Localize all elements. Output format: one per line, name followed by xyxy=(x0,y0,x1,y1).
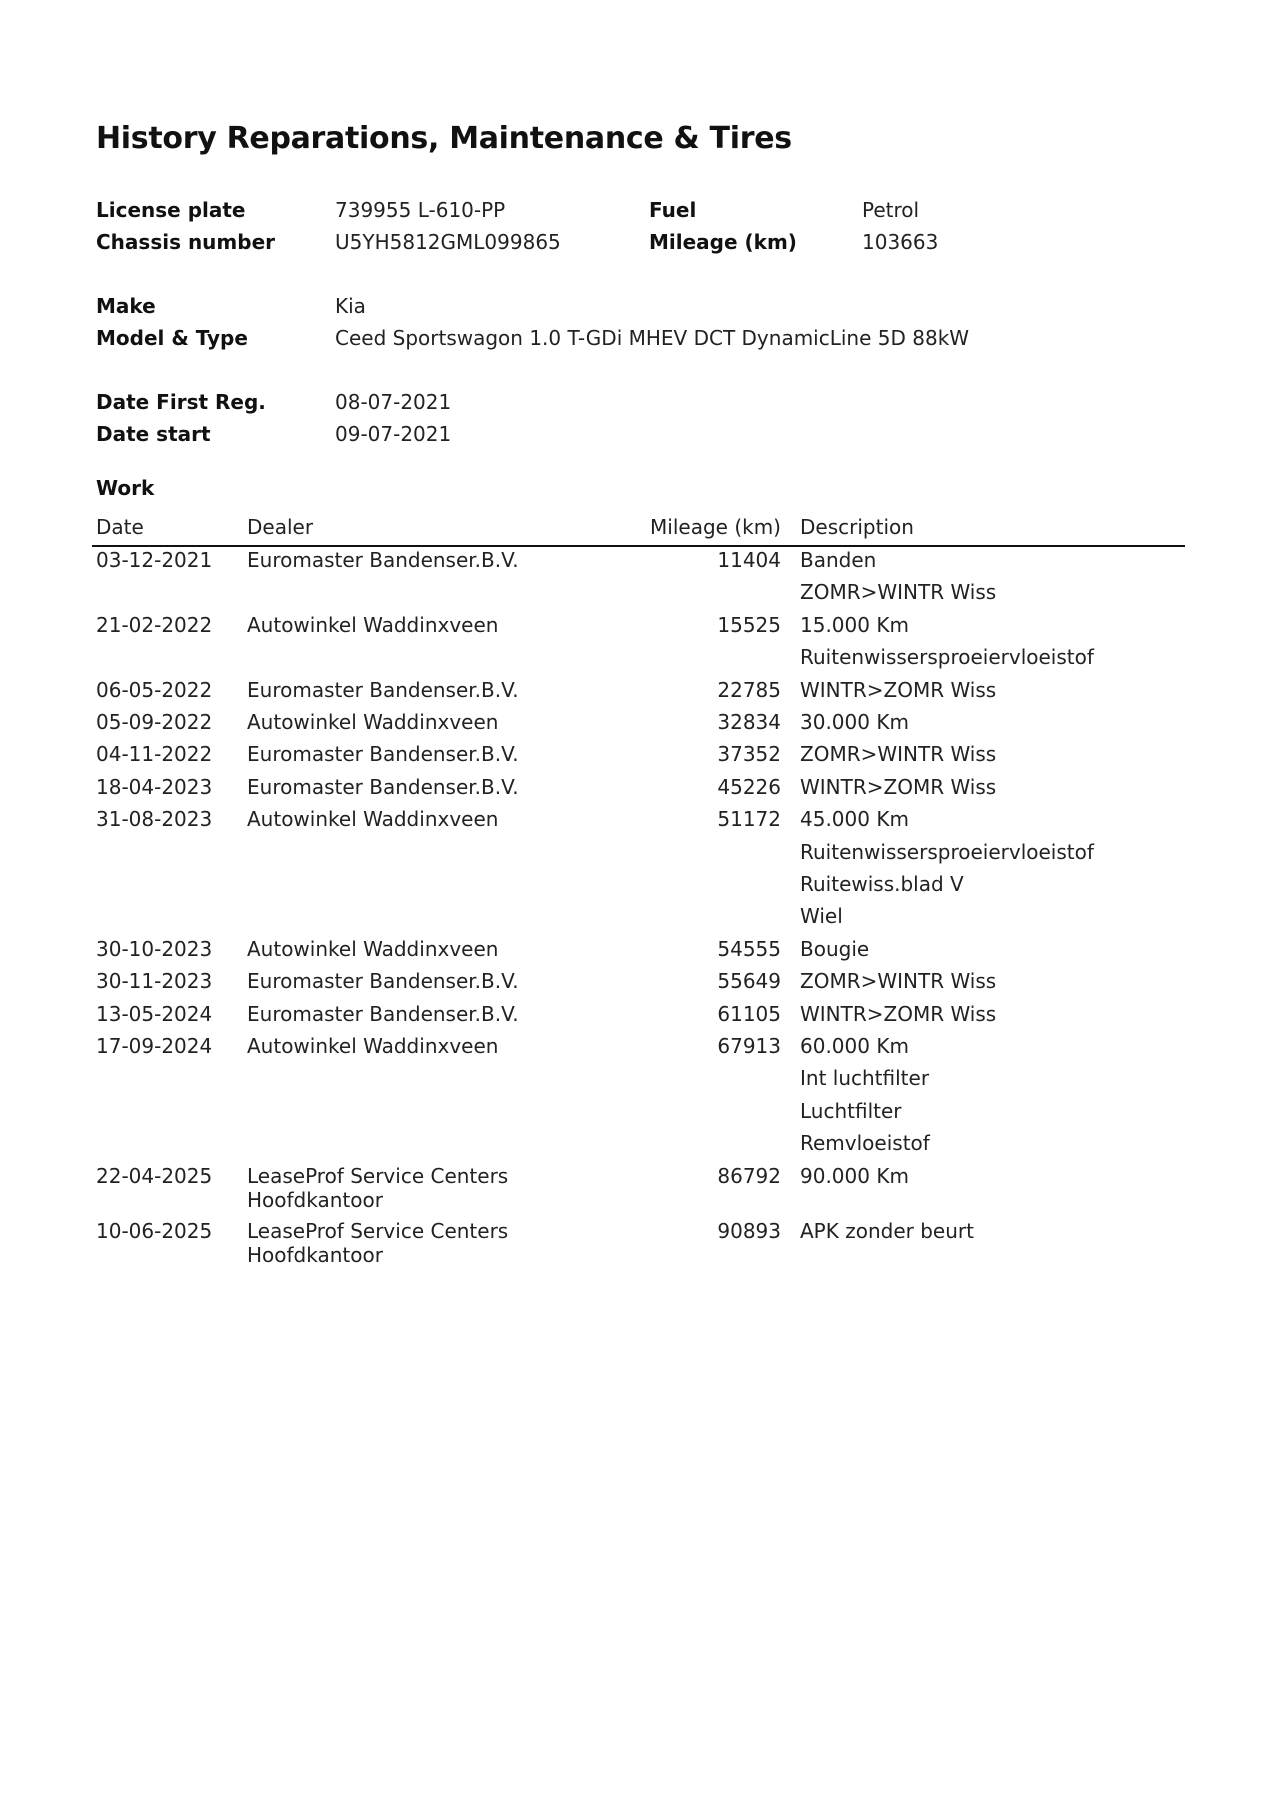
row-descriptions xyxy=(800,1034,930,1164)
row-descriptions xyxy=(800,613,1094,678)
row-dealer: Euromaster Bandenser.B.V. xyxy=(247,774,519,799)
row-description-item: 90.000 Km xyxy=(800,1163,909,1188)
table-row xyxy=(0,1034,1280,1164)
license-plate-label: License plate xyxy=(96,198,246,222)
start-date-value: 09-07-2021 xyxy=(335,422,452,446)
row-descriptions xyxy=(800,742,996,774)
row-mileage: 90893 xyxy=(717,1219,781,1244)
row-date: 05-09-2022 xyxy=(96,709,213,734)
row-descriptions xyxy=(800,1002,996,1034)
row-mileage: 32834 xyxy=(717,709,781,734)
row-descriptions xyxy=(800,807,1094,937)
row-dealer: Autowinkel Waddinxveen xyxy=(247,1033,499,1058)
row-description-item: Remvloeistof xyxy=(800,1131,930,1156)
row-mileage: 37352 xyxy=(717,742,781,767)
row-date: 22-04-2025 xyxy=(96,1163,213,1188)
row-mileage: 51172 xyxy=(717,807,781,832)
make-label: Make xyxy=(96,294,156,318)
table-row xyxy=(0,969,1280,1001)
row-description-item: Ruitewiss.blad V xyxy=(800,871,964,896)
row-mileage: 54555 xyxy=(717,936,781,961)
table-row xyxy=(0,1219,1280,1275)
model-label: Model & Type xyxy=(96,326,248,350)
row-mileage: 22785 xyxy=(717,677,781,702)
row-dealer: Autowinkel Waddinxveen xyxy=(247,612,499,637)
table-row xyxy=(0,1002,1280,1034)
row-date: 21-02-2022 xyxy=(96,612,213,637)
row-description-item: APK zonder beurt xyxy=(800,1219,974,1244)
row-description-item: Wiel xyxy=(800,904,843,929)
first-reg-value: 08-07-2021 xyxy=(335,390,452,414)
row-date: 03-12-2021 xyxy=(96,548,213,572)
col-dealer: Dealer xyxy=(247,515,314,539)
row-date: 13-05-2024 xyxy=(96,1001,213,1026)
row-descriptions xyxy=(800,775,996,807)
row-descriptions xyxy=(800,1164,909,1196)
row-description-item: ZOMR>WINTR Wiss xyxy=(800,969,997,994)
row-date: 31-08-2023 xyxy=(96,807,213,832)
row-dealer: Autowinkel Waddinxveen xyxy=(247,936,499,961)
row-descriptions xyxy=(800,678,996,710)
row-date: 17-09-2024 xyxy=(96,1033,213,1058)
row-date: 04-11-2022 xyxy=(96,742,213,767)
first-reg-label: Date First Reg. xyxy=(96,390,266,414)
work-table-body xyxy=(0,548,1280,1275)
col-date: Date xyxy=(96,515,144,539)
row-description-item: ZOMR>WINTR Wiss xyxy=(800,580,997,605)
table-row xyxy=(0,678,1280,710)
row-description-item: 30.000 Km xyxy=(800,709,909,734)
row-date: 18-04-2023 xyxy=(96,774,213,799)
table-row xyxy=(0,1164,1280,1220)
table-row xyxy=(0,710,1280,742)
row-descriptions xyxy=(800,937,869,969)
row-description-item: WINTR>ZOMR Wiss xyxy=(800,677,997,702)
row-mileage: 11404 xyxy=(717,548,781,572)
work-table-header xyxy=(92,515,1185,547)
start-date-label: Date start xyxy=(96,422,211,446)
row-description-item: 60.000 Km xyxy=(800,1033,909,1058)
row-descriptions xyxy=(800,548,996,613)
row-date: 30-10-2023 xyxy=(96,936,213,961)
row-description-item: Ruitenwissersproeiervloeistof xyxy=(800,839,1094,864)
row-dealer: Euromaster Bandenser.B.V. xyxy=(247,742,519,767)
row-description-item: WINTR>ZOMR Wiss xyxy=(800,774,997,799)
work-heading: Work xyxy=(96,476,155,500)
row-dealer: Autowinkel Waddinxveen xyxy=(247,807,499,832)
row-description-item: Banden xyxy=(800,548,877,572)
row-descriptions xyxy=(800,1219,974,1251)
fuel-label: Fuel xyxy=(649,198,697,222)
make-value: Kia xyxy=(335,294,366,318)
row-mileage: 15525 xyxy=(717,612,781,637)
chassis-label: Chassis number xyxy=(96,230,276,254)
row-description-item: Int luchtfilter xyxy=(800,1066,930,1091)
mileage-label: Mileage (km) xyxy=(649,230,797,254)
row-description-item: WINTR>ZOMR Wiss xyxy=(800,1001,997,1026)
row-dealer: Euromaster Bandenser.B.V. xyxy=(247,969,519,994)
table-row xyxy=(0,807,1280,937)
row-description-item: Ruitenwissersproeiervloeistof xyxy=(800,645,1094,670)
table-row xyxy=(0,775,1280,807)
row-dealer: Autowinkel Waddinxveen xyxy=(247,709,499,734)
row-description-item: Luchtfilter xyxy=(800,1098,902,1123)
row-mileage: 86792 xyxy=(717,1163,781,1188)
table-row xyxy=(0,937,1280,969)
fuel-value: Petrol xyxy=(862,198,920,222)
mileage-value: 103663 xyxy=(862,230,939,254)
row-descriptions xyxy=(800,969,996,1001)
row-description-item: 15.000 Km xyxy=(800,612,909,637)
col-description: Description xyxy=(800,515,914,539)
chassis-value: U5YH5812GML099865 xyxy=(335,230,561,254)
page-title: History Reparations, Maintenance & Tires xyxy=(96,121,792,156)
row-description-item: Bougie xyxy=(800,936,870,961)
row-descriptions xyxy=(800,710,909,742)
row-description-item: ZOMR>WINTR Wiss xyxy=(800,742,997,767)
row-mileage: 55649 xyxy=(717,969,781,994)
row-mileage: 67913 xyxy=(717,1033,781,1058)
model-value: Ceed Sportswagon 1.0 T-GDi MHEV DCT DynamicLine 5D 88kW xyxy=(335,326,970,350)
row-mileage: 61105 xyxy=(717,1001,781,1026)
table-row xyxy=(0,613,1280,678)
row-dealer: Euromaster Bandenser.B.V. xyxy=(247,1001,519,1026)
row-mileage: 45226 xyxy=(717,774,781,799)
table-row xyxy=(0,742,1280,774)
license-plate-value: 739955 L-610-PP xyxy=(335,198,506,222)
row-dealer: LeaseProf Service Centers Hoofdkantoor xyxy=(247,1219,509,1268)
row-dealer: Euromaster Bandenser.B.V. xyxy=(247,677,519,702)
row-dealer: Euromaster Bandenser.B.V. xyxy=(247,548,519,572)
row-date: 10-06-2025 xyxy=(96,1219,213,1244)
row-dealer: LeaseProf Service Centers Hoofdkantoor xyxy=(247,1163,509,1212)
row-description-item: 45.000 Km xyxy=(800,807,909,832)
table-row xyxy=(0,548,1280,613)
col-mileage: Mileage (km) xyxy=(650,515,781,539)
row-date: 06-05-2022 xyxy=(96,677,213,702)
row-date: 30-11-2023 xyxy=(96,969,213,994)
